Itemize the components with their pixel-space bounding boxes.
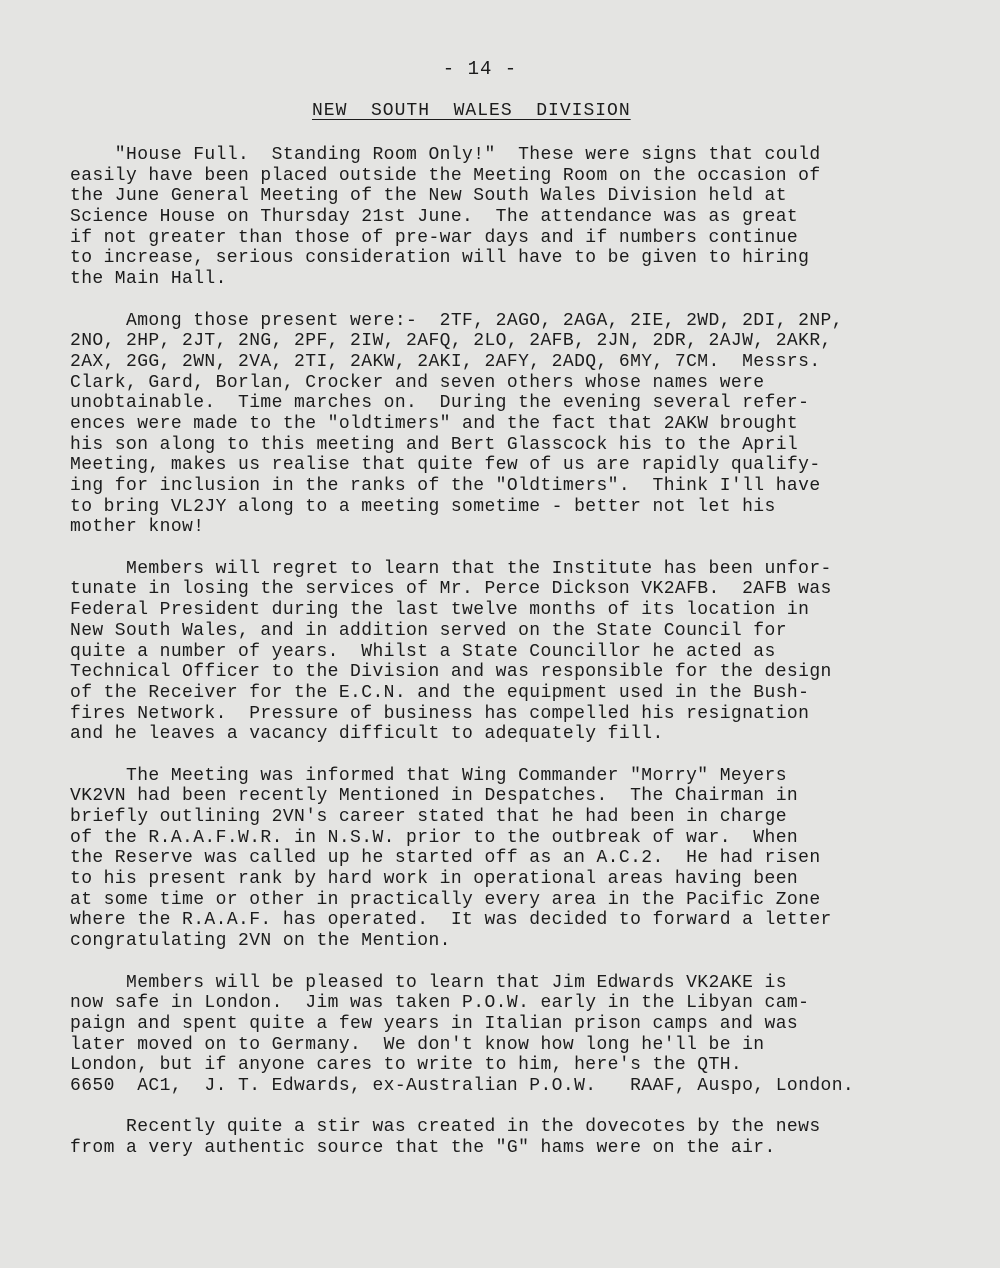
text-line: his son along to this meeting and Bert Glasscock his to the April [70, 434, 799, 455]
text-line: The Meeting was informed that Wing Commander "Morry" Meyers [70, 765, 787, 786]
text-line: the Main Hall. [70, 269, 227, 290]
paragraph [70, 1117, 950, 1158]
text-line: London, but if anyone cares to write to him, here's the QTH. [70, 1055, 743, 1076]
text-line: where the R.A.A.F. has operated. It was decided to forward a letter [70, 910, 832, 931]
paragraph [70, 973, 950, 1097]
text-line: easily have been placed outside the Meeting Room on the occasion of [70, 165, 821, 186]
text-line: ences were made to the "oldtimers" and the fact that 2AKW brought [70, 413, 799, 434]
text-line: unobtainable. Time marches on. During the evening several refer- [70, 393, 810, 414]
page-number: - 14 - [442, 58, 518, 80]
text-line: Among those present were:- 2TF, 2AGO, 2AGA, 2IE, 2WD, 2DI, 2NP, [70, 310, 843, 331]
text-line: tunate in losing the services of Mr. Perce Dickson VK2AFB. 2AFB was [70, 579, 832, 600]
text-line: the Reserve was called up he started off as an A.C.2. He had risen [70, 848, 821, 869]
text-line: fires Network. Pressure of business has compelled his resignation [70, 703, 810, 724]
text-line: Federal President during the last twelve months of its location in [70, 600, 810, 621]
paragraph [70, 145, 950, 290]
text-line: Technical Officer to the Division and was responsible for the design [70, 662, 832, 683]
text-line: New South Wales, and in addition served on the State Council for [70, 620, 787, 641]
text-line: to his present rank by hard work in operational areas having been [70, 869, 799, 890]
text-line: quite a number of years. Whilst a State Councillor he acted as [70, 641, 776, 662]
text-line: mother know! [70, 517, 205, 538]
text-line: Meeting, makes us realise that quite few of us are rapidly qualify- [70, 455, 821, 476]
text-line: 2AX, 2GG, 2WN, 2VA, 2TI, 2AKW, 2AKI, 2AFY, 2ADQ, 6MY, 7CM. Messrs. [70, 351, 821, 372]
text-line: from a very authentic source that the "G" hams were on the air. [70, 1138, 776, 1158]
text-line: paign and spent quite a few years in Italian prison camps and was [70, 1013, 799, 1034]
section-heading: NEW SOUTH WALES DIVISION [312, 101, 631, 121]
text-line: of the Receiver for the E.C.N. and the equipment used in the Bush- [70, 682, 810, 703]
body-text [70, 145, 950, 1179]
text-line: at some time or other in practically every area in the Pacific Zone [70, 889, 821, 910]
text-line: Members will regret to learn that the Institute has been unfor- [70, 558, 832, 579]
text-line: congratulating 2VN on the Mention. [70, 931, 451, 952]
text-line: later moved on to Germany. We don't know how long he'll be in [70, 1034, 765, 1055]
text-line: to bring VL2JY along to a meeting sometime - better not let his [70, 496, 776, 517]
text-line: Recently quite a stir was created in the dovecotes by the news [70, 1117, 821, 1138]
text-line: briefly outlining 2VN's career stated that he had been in charge [70, 807, 787, 827]
text-line: the June General Meeting of the New South Wales Division held at [70, 186, 787, 207]
text-line: Clark, Gard, Borlan, Crocker and seven others whose names were [70, 372, 765, 393]
text-line: Members will be pleased to learn that Jim Edwards VK2AKE is [70, 972, 787, 993]
text-line: and he leaves a vacancy difficult to adequately fill. [70, 724, 664, 745]
text-line: of the R.A.A.F.W.R. in N.S.W. prior to the outbreak of war. When [70, 827, 799, 848]
text-line: to increase, serious consideration will have to be given to hiring [70, 248, 810, 269]
text-line: "House Full. Standing Room Only!" These were signs that could [70, 145, 821, 165]
text-line: VK2VN had been recently Mentioned in Despatches. The Chairman in [70, 786, 799, 807]
paragraph [70, 311, 950, 539]
paragraph [70, 766, 950, 952]
text-line: now safe in London. Jim was taken P.O.W. early in the Libyan cam- [70, 993, 810, 1014]
text-line: 6650 AC1, J. T. Edwards, ex-Australian P.O.W. RAAF, Auspo, London. [70, 1075, 855, 1096]
text-line: Science House on Thursday 21st June. The attendance was as great [70, 207, 799, 228]
paragraph [70, 559, 950, 745]
text-line: if not greater than those of pre-war days and if numbers continue [70, 227, 799, 248]
text-line: ing for inclusion in the ranks of the "Oldtimers". Think I'll have [70, 476, 821, 496]
text-line: 2NO, 2HP, 2JT, 2NG, 2PF, 2IW, 2AFQ, 2LO, 2AFB, 2JN, 2DR, 2AJW, 2AKR, [70, 331, 832, 352]
